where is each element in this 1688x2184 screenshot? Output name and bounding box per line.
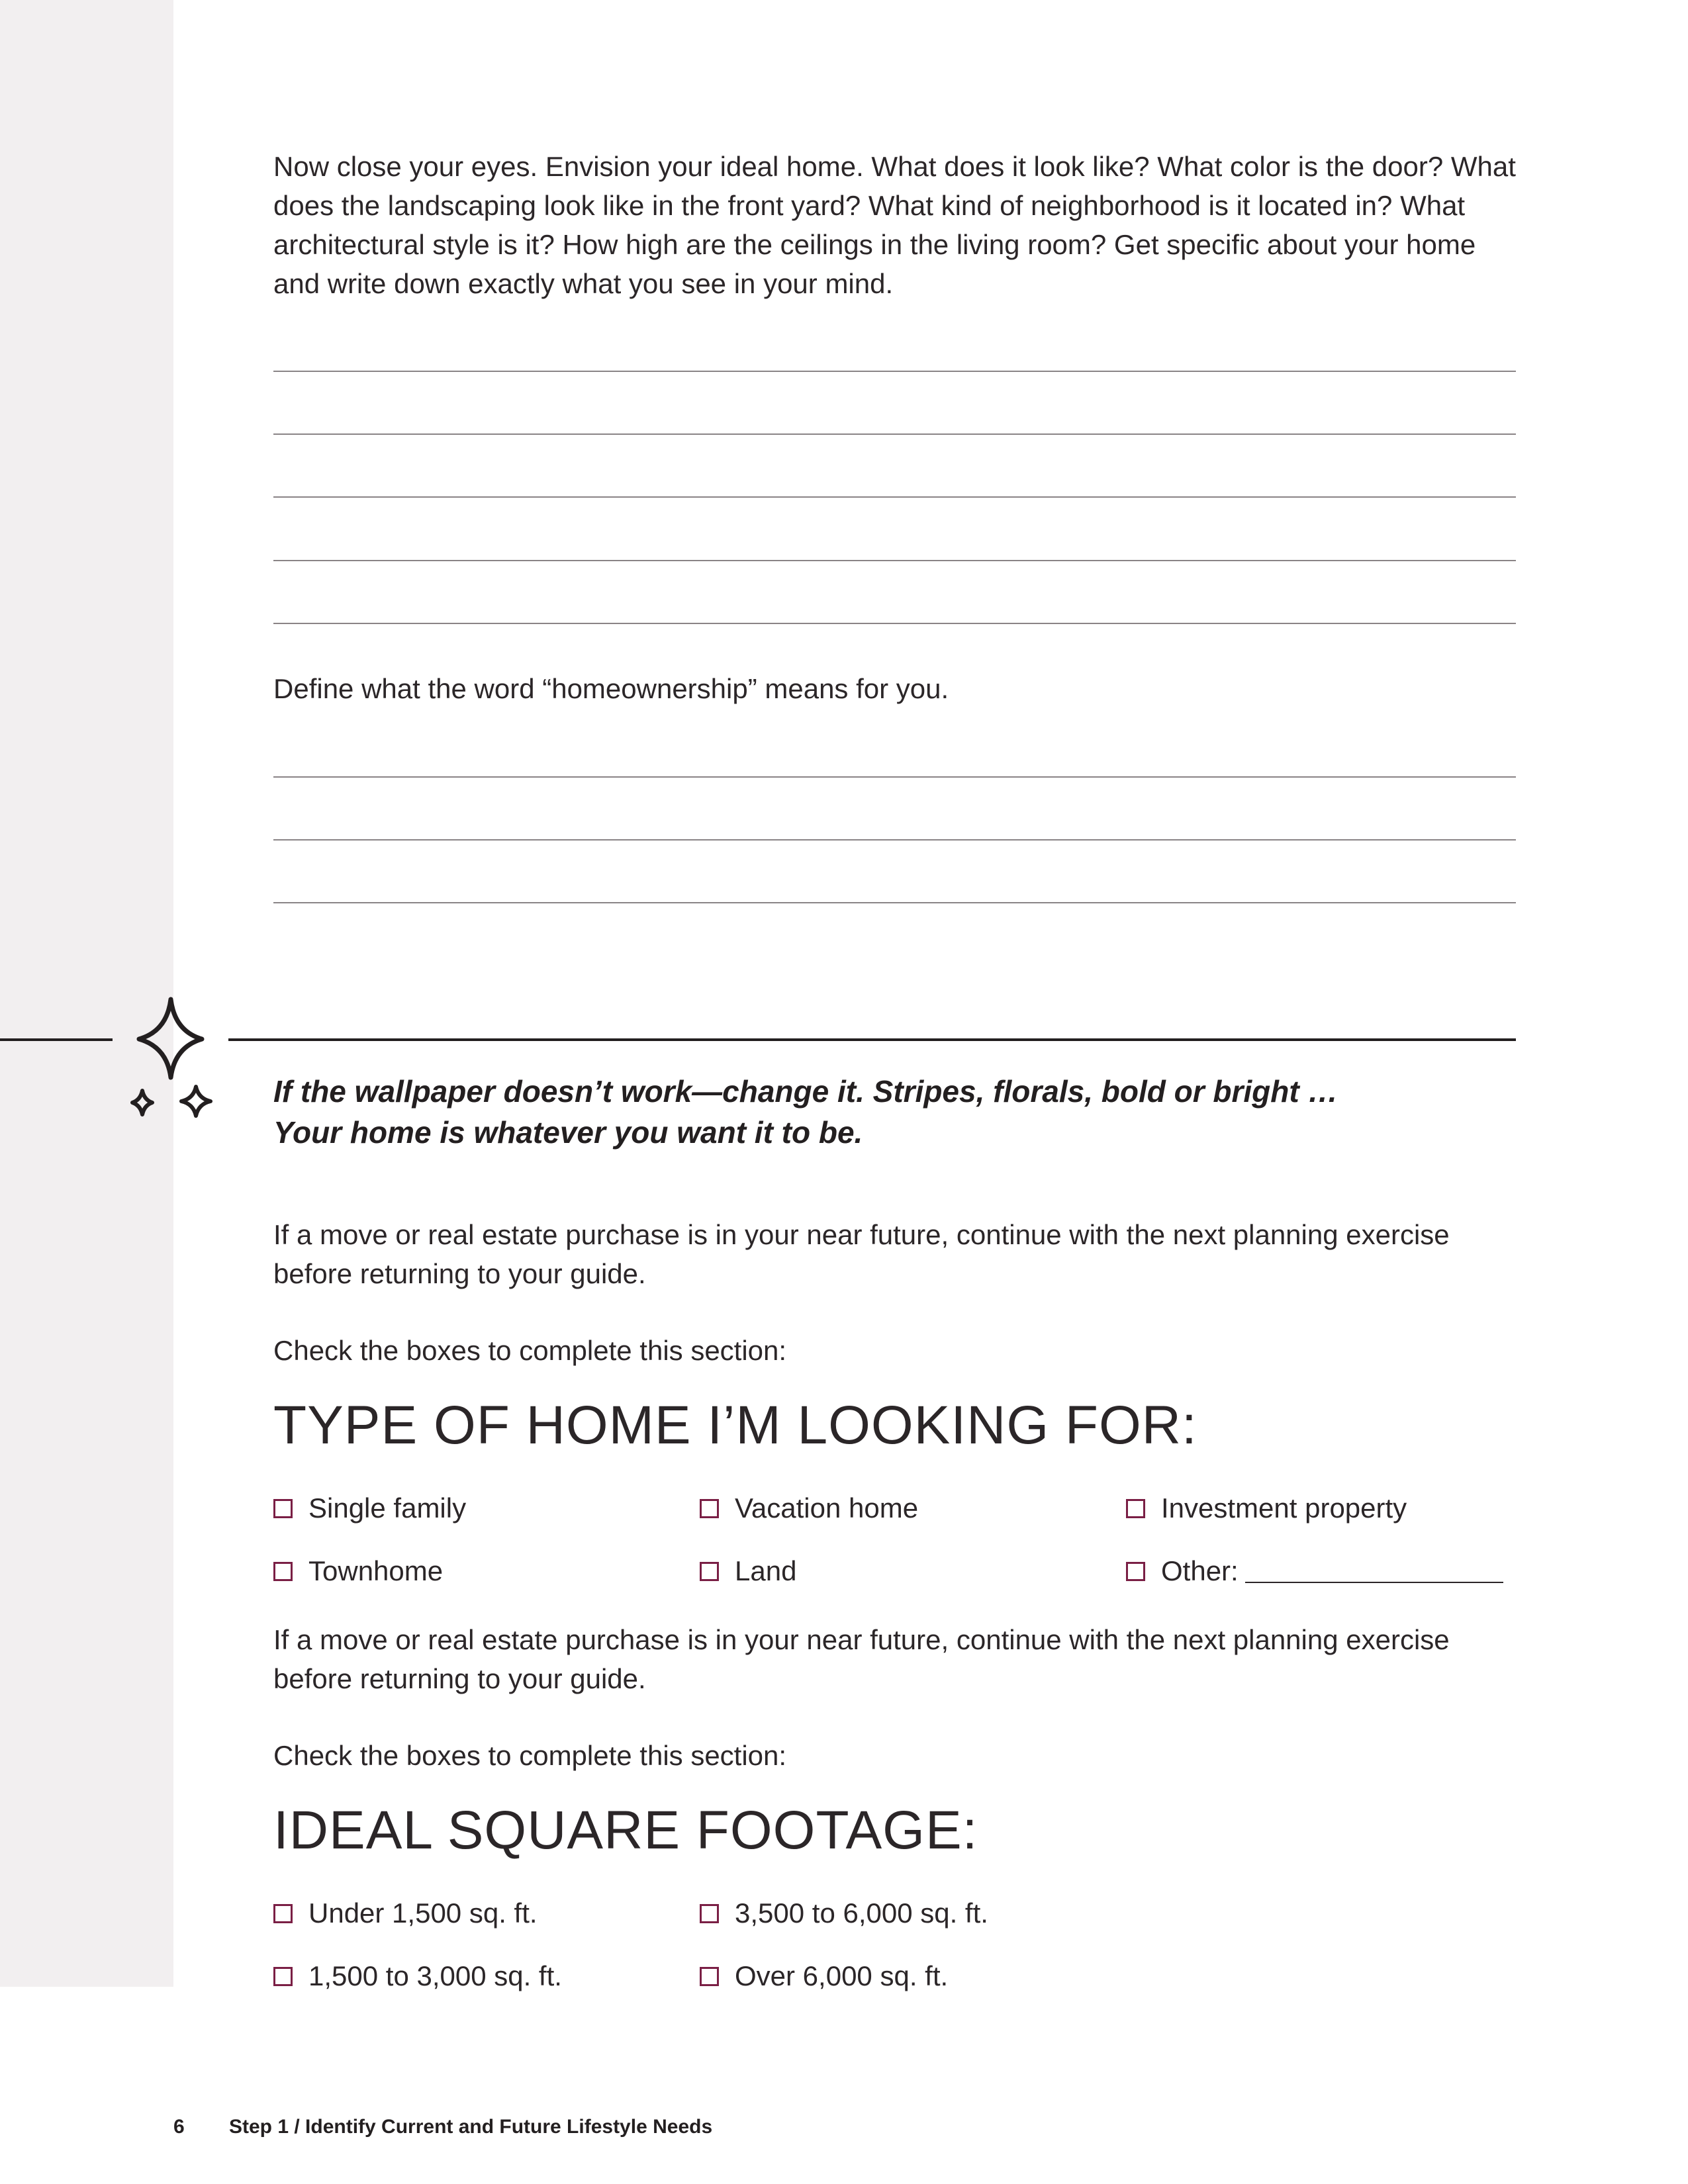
option-townhome[interactable]: Townhome: [273, 1555, 443, 1587]
define-prompt: Define what the word “homeownership” means for you.: [273, 673, 949, 704]
section2-instruction: Check the boxes to complete this section:: [273, 1740, 787, 1771]
answer-line[interactable]: [273, 902, 1516, 903]
divider-right: [228, 1038, 1516, 1041]
answer-line[interactable]: [273, 496, 1516, 498]
square-footage-heading: IDEAL SQUARE FOOTAGE:: [273, 1800, 978, 1860]
answer-line[interactable]: [273, 623, 1516, 624]
section2-note: If a move or real estate purchase is in your near future, continue with the next planning exercise before returning to your guide.: [273, 1624, 1450, 1694]
option-over-6000[interactable]: Over 6,000 sq. ft.: [700, 1960, 948, 1992]
checkbox[interactable]: [273, 1499, 293, 1518]
page-number: 6: [173, 2116, 185, 2138]
checkbox[interactable]: [273, 1562, 293, 1581]
checkbox[interactable]: [700, 1904, 719, 1923]
option-land[interactable]: Land: [700, 1555, 796, 1587]
option-other[interactable]: Other:: [1126, 1555, 1503, 1587]
checkbox[interactable]: [273, 1904, 293, 1923]
sparkle-icon: [119, 993, 225, 1118]
answer-line[interactable]: [273, 371, 1516, 372]
section1-instruction: Check the boxes to complete this section:: [273, 1335, 787, 1366]
answer-line[interactable]: [273, 560, 1516, 561]
checkbox[interactable]: [700, 1967, 719, 1986]
checkbox[interactable]: [1126, 1499, 1145, 1518]
section1-note: If a move or real estate purchase is in your near future, continue with the next planning exercise before returning to your guide.: [273, 1219, 1450, 1289]
option-single-family[interactable]: Single family: [273, 1492, 466, 1524]
quote-line-1: If the wallpaper doesn’t work—change it. Stripes, florals, bold or bright …: [273, 1074, 1338, 1109]
divider-left: [0, 1038, 113, 1041]
option-3500-to-6000[interactable]: 3,500 to 6,000 sq. ft.: [700, 1897, 988, 1929]
answer-line[interactable]: [273, 776, 1516, 778]
option-1500-to-3000[interactable]: 1,500 to 3,000 sq. ft.: [273, 1960, 562, 1992]
answer-line[interactable]: [273, 839, 1516, 841]
quote-line-2: Your home is whatever you want it to be.: [273, 1115, 863, 1150]
checkbox[interactable]: [700, 1499, 719, 1518]
option-under-1500[interactable]: Under 1,500 sq. ft.: [273, 1897, 538, 1929]
type-of-home-heading: TYPE OF HOME I’M LOOKING FOR:: [273, 1395, 1197, 1455]
option-investment-property[interactable]: Investment property: [1126, 1492, 1407, 1524]
checkbox[interactable]: [273, 1967, 293, 1986]
option-vacation-home[interactable]: Vacation home: [700, 1492, 918, 1524]
answer-line[interactable]: [273, 433, 1516, 435]
checkbox[interactable]: [1126, 1562, 1145, 1581]
footer-section-title: Step 1 / Identify Current and Future Lifestyle Needs: [229, 2116, 713, 2138]
intro-paragraph: Now close your eyes. Envision your ideal home. What does it look like? What color is the door? What does the landscaping look like in the front yard? What kind of neighborhood is it located in? What architectural style is it? How high are the ceilings in the living room? Get specific about your home and write down exactly what you see in your mind.: [273, 151, 1516, 299]
checkbox[interactable]: [700, 1562, 719, 1581]
other-input-line[interactable]: [1245, 1559, 1503, 1583]
